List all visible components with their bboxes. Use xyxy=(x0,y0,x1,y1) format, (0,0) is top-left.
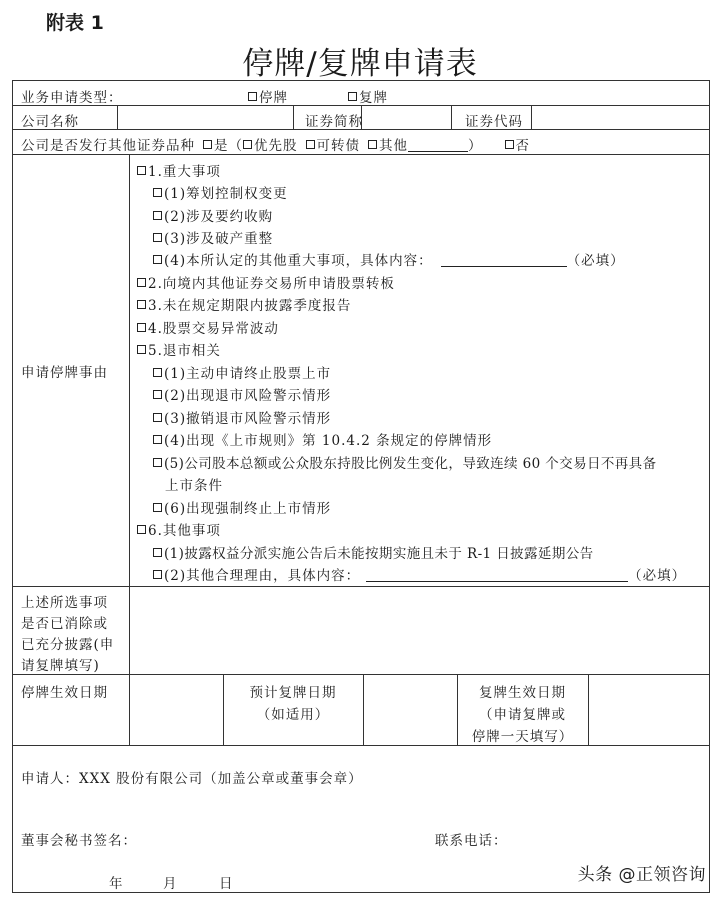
checkbox-reason-1-1[interactable] xyxy=(153,188,162,197)
reason-1-2-label: (2)涉及要约收购 xyxy=(164,209,274,225)
reason-6-2[interactable] xyxy=(153,564,686,584)
other-securities-row xyxy=(21,134,530,154)
resume-effective-date-label-1: 复牌生效日期 xyxy=(479,685,566,701)
reason-1-4-label: (4)本所认定的其他重大事项，具体内容： xyxy=(164,253,433,269)
checkbox-reason-5-5[interactable] xyxy=(153,458,162,467)
checkbox-no[interactable] xyxy=(505,140,514,149)
resume-effective-date-label-2: （申请复牌或 xyxy=(479,707,566,723)
page-title: 停牌/复牌申请表 xyxy=(242,46,478,82)
date-year-label: 年 xyxy=(109,876,124,892)
convertible-label: 可转债 xyxy=(316,138,360,154)
applicant-line: 申请人：XXX 股份有限公司（加盖公章或董事会章） xyxy=(21,771,363,787)
reason-3[interactable] xyxy=(137,294,351,314)
reason-6-2-label: (2)其他合理理由，具体内容： xyxy=(164,568,361,584)
reason-1-2[interactable] xyxy=(153,205,273,225)
reason-5-6[interactable] xyxy=(153,497,331,517)
option-resume-label: 复牌 xyxy=(359,90,388,106)
reason-5-2-label: (2)出现退市风险警示情形 xyxy=(164,388,332,404)
reason-4[interactable] xyxy=(137,317,279,337)
reason-1-4[interactable] xyxy=(153,249,625,269)
checkbox-reason-6-2[interactable] xyxy=(153,570,162,579)
checkbox-reason-1-2[interactable] xyxy=(153,211,162,220)
reason-5-5-continued: 上市条件 xyxy=(165,478,223,494)
resume-effective-date-label-3: 停牌一天填写） xyxy=(471,729,574,745)
option-suspend-label: 停牌 xyxy=(259,90,288,106)
checkbox-reason-1-4[interactable] xyxy=(153,255,162,264)
other-securities-label: 公司是否发行其他证券品种 xyxy=(21,138,195,154)
preferred-label: 优先股 xyxy=(254,138,298,154)
reason-5-3[interactable] xyxy=(153,407,331,427)
checkbox-reason-5-4[interactable] xyxy=(153,435,162,444)
checkbox-yes[interactable] xyxy=(203,140,212,149)
date-day-label: 日 xyxy=(219,876,234,892)
reason-5-5[interactable] xyxy=(153,452,656,472)
option-resume[interactable] xyxy=(348,86,388,106)
close-paren: ） xyxy=(468,138,483,154)
checkbox-reason-5-2[interactable] xyxy=(153,390,162,399)
date-month-label: 月 xyxy=(163,876,178,892)
required-note-2: （必填） xyxy=(628,568,687,584)
checkbox-reason-1[interactable] xyxy=(137,166,146,175)
suspension-reason-label: 申请停牌事由 xyxy=(21,365,108,381)
other-blank[interactable] xyxy=(408,139,468,152)
reason-5-4[interactable] xyxy=(153,429,492,449)
checkbox-reason-1-3[interactable] xyxy=(153,233,162,242)
business-type-label: 业务申请类型： xyxy=(21,90,123,106)
resolution-label-line-2: 是否已消除或 xyxy=(21,616,108,632)
reason-1-3[interactable] xyxy=(153,227,273,247)
reason-1-1-label: (1)筹划控制权变更 xyxy=(164,186,288,202)
resolution-label-line-4: 请复牌填写) xyxy=(21,658,100,674)
reason-5-label: 5.退市相关 xyxy=(148,343,221,359)
checkbox-preferred[interactable] xyxy=(243,140,252,149)
reason-5-5-label: (5)公司股本总额或公众股东持股比例发生变化，导致连续 60 个交易日不再具备 xyxy=(164,456,657,472)
security-abbr-label: 证券简称 xyxy=(305,114,363,130)
reason-1-3-label: (3)涉及破产重整 xyxy=(164,231,274,247)
expected-resume-date-label-1: 预计复牌日期 xyxy=(249,685,337,701)
checkbox-convertible[interactable] xyxy=(306,140,315,149)
resolution-label-line-3: 已充分披露(申 xyxy=(21,637,115,653)
other-label: 其他 xyxy=(379,138,408,154)
reason-1-4-blank[interactable] xyxy=(441,254,567,267)
reason-4-label: 4.股票交易异常波动 xyxy=(148,321,279,337)
checkbox-reason-2[interactable] xyxy=(137,278,146,287)
reason-1-label: 1.重大事项 xyxy=(148,164,221,180)
checkbox-reason-5-3[interactable] xyxy=(153,413,162,422)
resolution-label-line-1: 上述所选事项 xyxy=(21,595,108,611)
checkbox-reason-5-1[interactable] xyxy=(153,368,162,377)
checkbox-reason-3[interactable] xyxy=(137,300,146,309)
suspension-effective-date-label: 停牌生效日期 xyxy=(21,685,108,701)
option-suspend[interactable] xyxy=(248,86,288,106)
checkbox-resume[interactable] xyxy=(348,92,357,101)
reason-5[interactable] xyxy=(137,339,221,359)
reason-6[interactable] xyxy=(137,519,221,539)
application-form xyxy=(12,80,710,893)
reason-6-1[interactable] xyxy=(153,542,594,562)
required-note-1: （必填） xyxy=(566,253,625,269)
checkbox-other[interactable] xyxy=(368,140,377,149)
contact-phone-label: 联系电话： xyxy=(435,833,508,849)
appendix-label: 附表 1 xyxy=(46,12,104,34)
reason-5-6-label: (6)出现强制终止上市情形 xyxy=(164,501,332,517)
checkbox-suspend[interactable] xyxy=(248,92,257,101)
security-code-label: 证券代码 xyxy=(465,114,523,130)
reason-5-2[interactable] xyxy=(153,384,331,404)
yes-label: 是（ xyxy=(214,138,243,154)
reason-1[interactable] xyxy=(137,160,221,180)
reason-2[interactable] xyxy=(137,272,395,292)
secretary-signature-label: 董事会秘书签名： xyxy=(21,833,137,849)
reason-6-2-blank[interactable] xyxy=(366,569,628,582)
reason-1-1[interactable] xyxy=(153,182,288,202)
reason-5-4-label: (4)出现《上市规则》第 10.4.2 条规定的停牌情形 xyxy=(164,433,493,449)
watermark: 头条 @正领咨询 xyxy=(577,865,706,885)
reason-5-1-label: (1)主动申请终止股票上市 xyxy=(164,366,332,382)
expected-resume-date-label-2: （如适用） xyxy=(256,707,330,723)
checkbox-reason-4[interactable] xyxy=(137,323,146,332)
company-name-label: 公司名称 xyxy=(21,114,79,130)
checkbox-reason-5[interactable] xyxy=(137,345,146,354)
reason-2-label: 2.向境内其他证券交易所申请股票转板 xyxy=(148,276,395,292)
reason-3-label: 3.未在规定期限内披露季度报告 xyxy=(148,298,352,314)
checkbox-reason-5-6[interactable] xyxy=(153,503,162,512)
reason-6-label: 6.其他事项 xyxy=(148,523,221,539)
no-label: 否 xyxy=(515,138,530,154)
checkbox-reason-6[interactable] xyxy=(137,525,146,534)
reason-5-1[interactable] xyxy=(153,362,331,382)
reason-5-3-label: (3)撤销退市风险警示情形 xyxy=(164,411,332,427)
checkbox-reason-6-1[interactable] xyxy=(153,548,162,557)
reason-6-1-label: (1)披露权益分派实施公告后未能按期实施且未于 R-1 日披露延期公告 xyxy=(164,546,594,562)
